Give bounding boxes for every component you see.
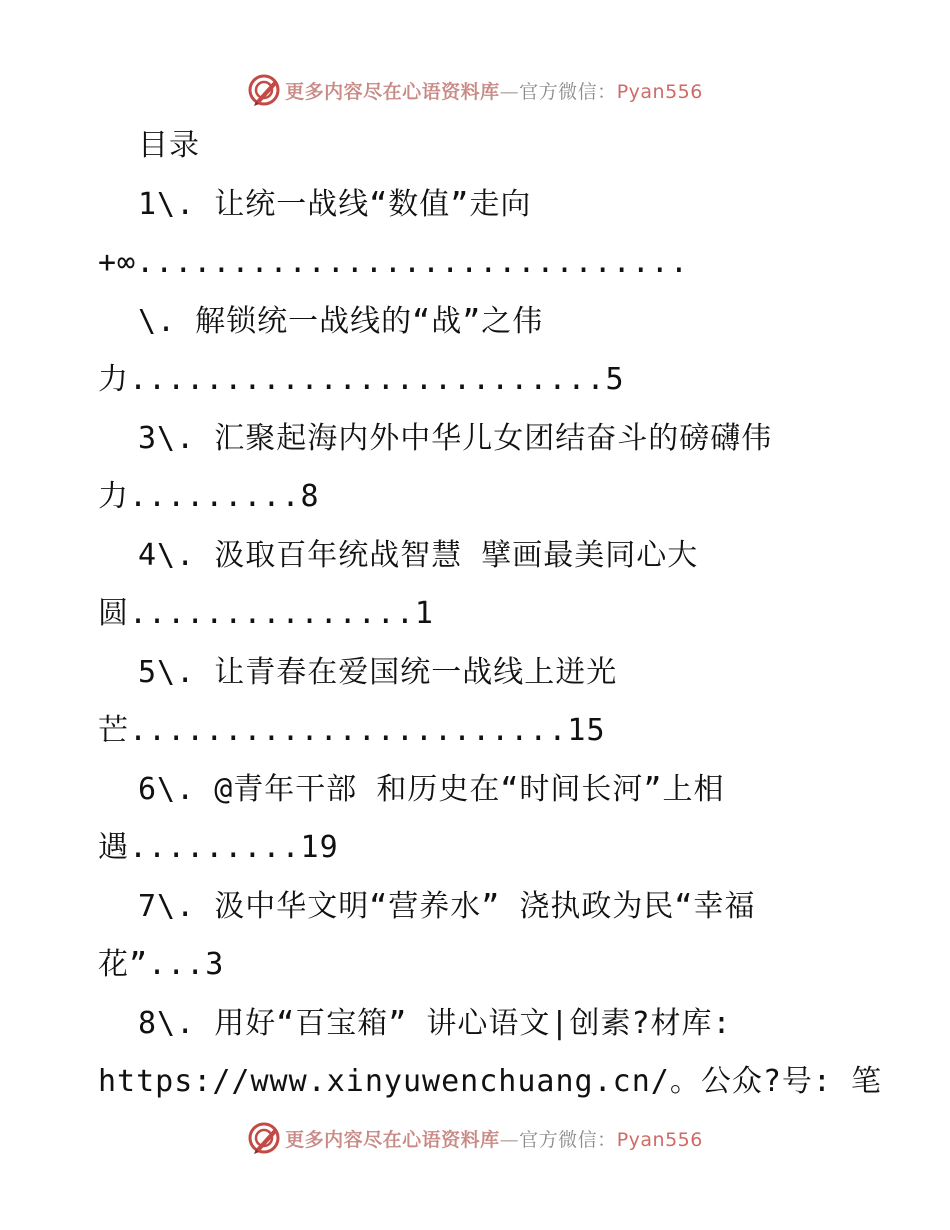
toc-line: \. 解锁统一战线的“战”之伟 [138,303,544,339]
toc-line: 圆...............1 [98,596,434,631]
toc-line: 4\. 汲取百年统战智慧 擘画最美同心大 [138,537,699,573]
toc-line: 3\. 汇聚起海内外中华儿女团结奋斗的磅礴伟 [138,420,773,456]
toc-line: 力.........................5 [98,362,625,397]
header-watermark-text: 更多内容尽在心语资料库—官方微信：Pyan556 [285,80,703,103]
header-watermark [0,70,950,110]
table-of-contents [98,117,883,1112]
footer-watermark-text: 更多内容尽在心语资料库—官方微信：Pyan556 [285,1128,703,1151]
toc-line: 花”...3 [98,947,225,982]
toc-line: 力.........8 [98,479,320,514]
toc-line: +∞............................. [98,245,689,280]
toc-title: 目录 [138,128,200,163]
pen-logo-icon [247,73,281,107]
footer-watermark [0,1118,950,1158]
toc-line: 遇.........19 [98,830,339,865]
toc-line: 6\. @青年干部 和历史在“时间长河”上相 [138,771,725,807]
toc-line: 5\. 让青春在爱国统一战线上迸光 [138,654,618,690]
toc-line: 7\. 汲中华文明“营养水” 浇执政为民“幸福 [138,888,756,924]
pen-logo-icon [247,1121,281,1155]
toc-line: 8\. 用好“百宝箱” 讲心语文|创素?材库: [138,1005,732,1041]
toc-line: 芒.......................15 [98,713,606,748]
toc-line: 1\. 让统一战线“数值”走向 [138,186,532,222]
toc-line: https://www.xinyuwenchuang.cn/。公众?号: 笔 [98,1064,883,1099]
